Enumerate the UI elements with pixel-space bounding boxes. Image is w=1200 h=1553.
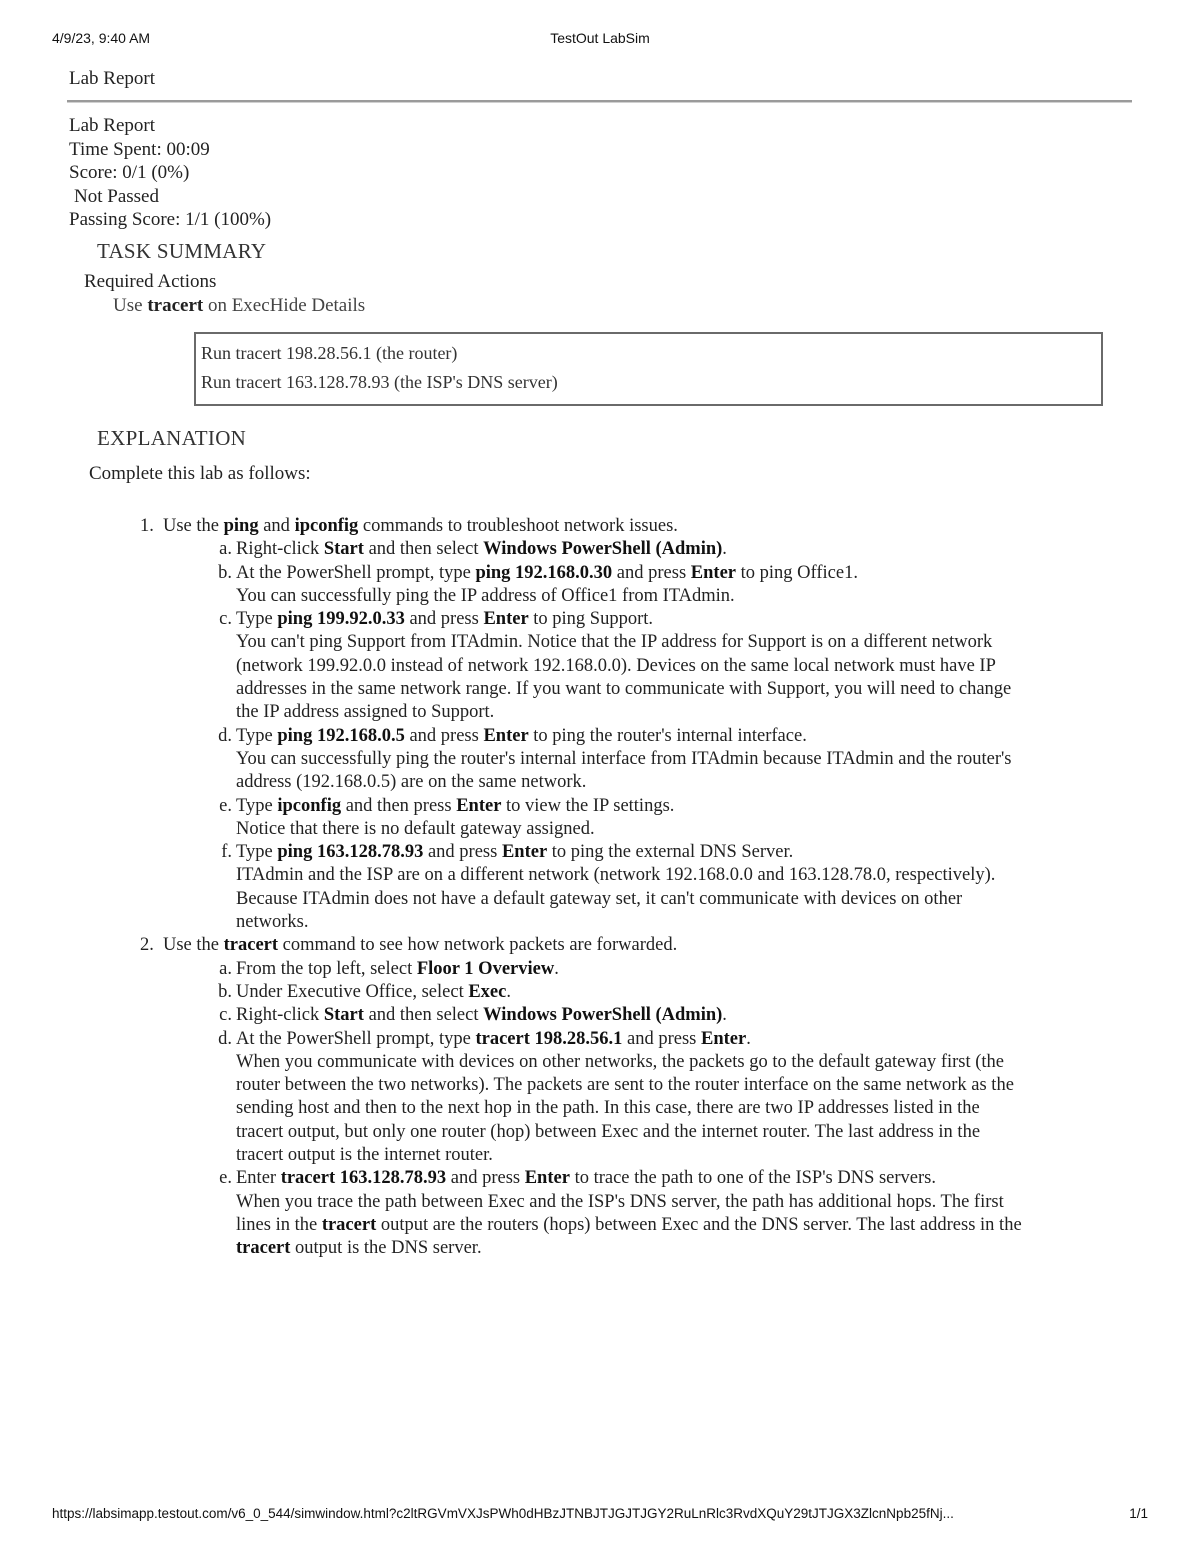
step-1 — [0, 515, 1116, 538]
score: Score: 0/1 (0%) — [69, 162, 190, 183]
time-spent: Time Spent: 00:09 — [69, 138, 210, 160]
step-number: 2. — [140, 935, 154, 956]
substep-2d: d. At the PowerShell prompt, type tracert 198.28.56.1 and press Enter. When you communicate with devices on other networks, the packets go to the default gateway first (the router between the two networks). The packets are sent to the router interface on the same network as the sending host and then to the next hop in the path. In this case, there are two IP addresses listed in the tracert output, but only one router (hop) between Exec and the internet router. The last address in the tracert output is the internet router. — [0, 1028, 1116, 1168]
required-actions-label: Required Actions — [84, 271, 217, 292]
page-title: Lab Report — [69, 68, 156, 89]
substep-letter: c. — [219, 609, 232, 630]
action-text: Use — [113, 295, 148, 316]
task-summary-heading: TASK SUMMARY — [97, 239, 267, 263]
substep-1e: e. Type ipconfig and then press Enter to view the IP settings. Notice that there is no default gateway assigned. — [0, 795, 1116, 842]
substep-2e: e. Enter tracert 163.128.78.93 and press Enter to trace the path to one of the ISP's DNS servers. When you trace the path between Exec and the ISP's DNS server, the path has additional hops. The first lines in the tracert output are the routers (hops) between Exec and the DNS server. The last address in the tracert output is the DNS server. — [0, 1167, 1116, 1260]
step-heading: Use the tracert command to see how network packets are forwarded. — [163, 935, 678, 956]
explanation-heading: EXPLANATION — [97, 426, 247, 450]
divider — [67, 100, 1132, 103]
details-box — [194, 332, 1103, 406]
print-footer — [52, 1506, 1148, 1526]
detail-item: Run tracert 198.28.56.1 (the router) — [201, 343, 458, 363]
steps-list — [0, 515, 1116, 1261]
print-header — [52, 30, 1148, 50]
substep-1d: d. Type ping 192.168.0.5 and press Enter to ping the router's internal interface. You can successfully ping the router's internal interface from ITAdmin because ITAdmin and the router's address (192.168.0.5) are on the same network. — [0, 725, 1116, 795]
page-url: https://labsimapp.testout.com/v6_0_544/simwindow.html?c2ltRGVmVXJsPWh0dHBzJTNBJTJGJTJGY2RuLnRlc3RvdXQuY29tJTJGX3ZlcnNpb25fNj... — [52, 1506, 954, 1521]
substep-letter: f. — [221, 842, 232, 863]
status-badge: Not Passed — [74, 185, 159, 207]
step-heading: Use the ping and ipconfig commands to troubleshoot network issues. — [163, 516, 678, 536]
step-number: 1. — [140, 516, 154, 536]
substep-1c: c. Type ping 199.92.0.33 and press Enter to ping Support. You can't ping Support from ITAdmin. Notice that the IP address for Support is on a different network (network 199.92.0.0 instead of network 192.168.0.0). Devices on the same local network must have IP addresses in the same network range. If you want to communicate with Support, you will need to change the IP address assigned to Support. — [0, 608, 1116, 724]
substep-letter: d. — [218, 725, 232, 746]
report-summary — [69, 114, 271, 232]
substep-letter: e. — [219, 1168, 232, 1189]
substep-1b: b. At the PowerShell prompt, type ping 192.168.0.30 and press Enter to ping Office1. You can successfully ping the IP address of Office1 from ITAdmin. — [0, 562, 1116, 609]
print-title: TestOut LabSim — [550, 30, 650, 46]
hide-details-link[interactable]: Hide Details — [269, 295, 366, 316]
substep-letter: d. — [218, 1028, 232, 1049]
substep-letter: a. — [219, 958, 232, 979]
report-title: Lab Report — [69, 115, 156, 136]
substep-2b: b. Under Executive Office, select Exec. — [0, 981, 1116, 1004]
required-action — [113, 295, 365, 317]
substep-2a: a. From the top left, select Floor 1 Overview. — [0, 958, 1116, 981]
action-text: on Exec — [203, 295, 270, 316]
passing-score: Passing Score: 1/1 (100%) — [69, 209, 272, 230]
substep-1f: f. Type ping 163.128.78.93 and press Enter to ping the external DNS Server. ITAdmin and the ISP are on a different network (network 192.168.0.0 and 163.128.78.0, respectively). Because ITAdmin does not have a default gateway set, it can't communicate with devices on other networks. — [0, 841, 1116, 934]
detail-item: Run tracert 163.128.78.93 (the ISP's DNS server) — [201, 372, 558, 392]
substep-1a: a. Right-click Start and then select Windows PowerShell (Admin). — [0, 538, 1116, 561]
print-datetime: 4/9/23, 9:40 AM — [52, 30, 151, 46]
substep-letter: a. — [219, 539, 232, 560]
action-command: tracert — [147, 295, 204, 316]
step-2 — [0, 934, 1116, 957]
substep-letter: b. — [218, 562, 232, 583]
substep-2c: c. Right-click Start and then select Windows PowerShell (Admin). — [0, 1004, 1116, 1027]
page-number: 1/1 — [1129, 1506, 1148, 1521]
substep-letter: e. — [219, 795, 232, 816]
substep-letter: c. — [219, 1005, 232, 1026]
substep-letter: b. — [218, 981, 232, 1002]
explanation-intro: Complete this lab as follows: — [89, 463, 311, 484]
